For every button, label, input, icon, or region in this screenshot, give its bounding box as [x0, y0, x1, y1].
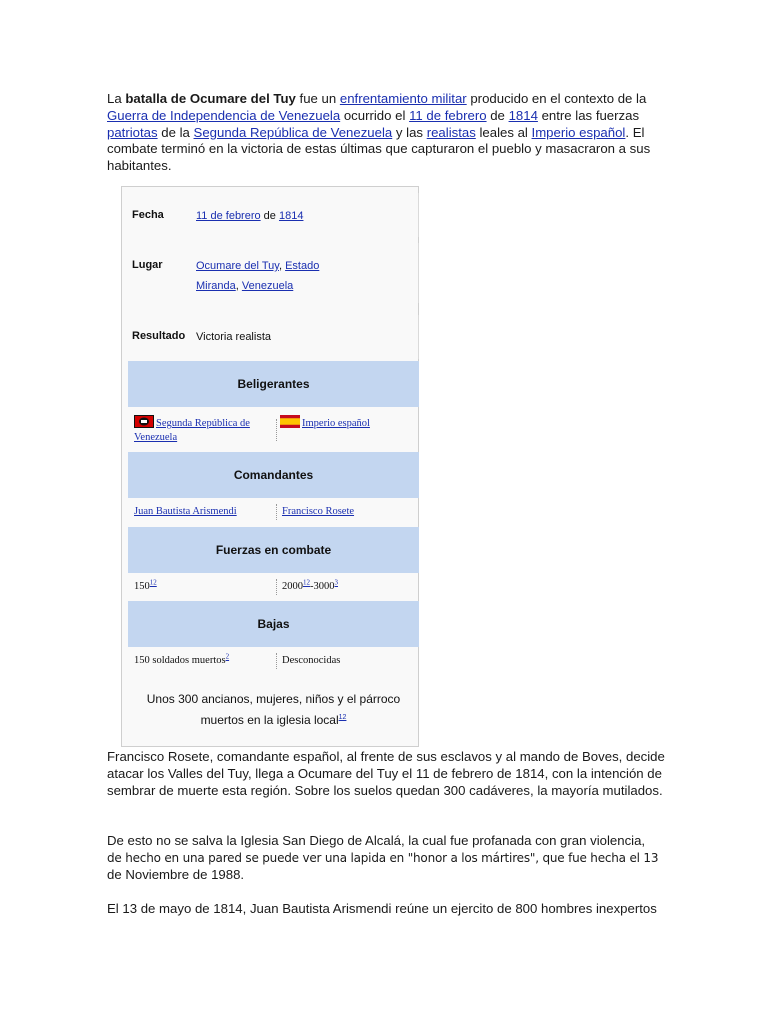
row-border: [418, 315, 419, 359]
article-subject: batalla de Ocumare del Tuy: [125, 91, 296, 106]
link-beligerante-republica[interactable]: Segunda República de Venezuela: [134, 418, 250, 443]
intro-text: fue un: [295, 91, 340, 106]
intro-text: ocurrido el: [340, 107, 410, 123]
comandantes-header: Comandantes: [128, 452, 419, 498]
cell-divider: [276, 419, 277, 441]
flag-espana-icon: [280, 415, 300, 428]
infobox-row-resultado: [128, 315, 419, 359]
link-patriotas[interactable]: patriotas: [107, 124, 158, 140]
paragraph-line: De esto no se salva la Iglesia San Diego de Alcalá, la cual fue profanada con gran violencia,: [107, 833, 646, 848]
link-11-febrero[interactable]: 11 de febrero: [409, 107, 487, 123]
comandantes-row: [128, 500, 419, 524]
bajas-row: [128, 649, 419, 675]
battle-infobox: [121, 186, 419, 747]
fuerzas-row: [128, 575, 419, 599]
cell-divider: [276, 504, 277, 520]
fuerza-realista-min: 2000: [282, 581, 303, 592]
row-border: [418, 193, 419, 237]
fecha-connector: de: [260, 210, 279, 222]
link-comandante-rosete[interactable]: Francisco Rosete: [282, 506, 355, 517]
link-fecha-anio[interactable]: 1814: [278, 210, 304, 222]
bajas-realistas-value: Desconocidas: [282, 655, 341, 666]
fuerza-realista-max: 3000: [313, 581, 335, 592]
intro-text: de: [486, 107, 509, 123]
ref-link[interactable]: 12: [303, 578, 310, 587]
range-dash: -: [310, 581, 314, 592]
intro-text: . El combate terminó en la victoria de estas últimas que capturaron el pueblo y masacraron a sus habitantes.: [107, 124, 651, 174]
link-estado-miranda[interactable]: Estado: [285, 260, 320, 272]
resultado-label: Resultado: [132, 330, 186, 342]
cell-divider: [276, 653, 277, 669]
link-segunda-republica[interactable]: Segunda República de Venezuela: [193, 124, 393, 140]
beligerantes-row: [128, 409, 419, 451]
beligerantes-header: Beligerantes: [128, 361, 419, 407]
fuerza-patriota-value: 150: [134, 581, 150, 592]
bajas-civiles-text: muertos en la iglesia local: [200, 713, 339, 727]
ref-link[interactable]: 12: [338, 714, 347, 721]
bajas-civiles: [128, 689, 419, 731]
row-border: [418, 243, 419, 303]
link-imperio-espanol[interactable]: Imperio español: [531, 124, 626, 140]
beligerante-2-cell: [280, 415, 410, 431]
body-paragraph-2: [107, 833, 667, 883]
link-fecha-dia[interactable]: 11 de febrero: [196, 210, 261, 222]
paragraph-line: de Noviembre de 1988.: [107, 866, 245, 882]
beligerante-1-cell: [134, 415, 264, 445]
intro-text: producido en el contexto de la: [466, 91, 647, 106]
fecha-value: [196, 206, 336, 226]
bajas-civiles-line: Unos 300 ancianos, mujeres, niños y el párroco: [146, 692, 401, 706]
link-venezuela[interactable]: Venezuela: [241, 280, 294, 292]
fuerza-realista: [282, 578, 338, 592]
intro-text: de la: [157, 124, 194, 140]
bajas-patriotas-value: 150 soldados muertos: [134, 655, 226, 666]
fecha-label: Fecha: [132, 209, 164, 221]
cell-divider: [276, 579, 277, 595]
infobox-row-lugar: [128, 243, 419, 315]
link-enfrentamiento-militar[interactable]: enfrentamiento militar: [339, 91, 467, 106]
lugar-value: [196, 256, 336, 296]
bajas-civiles-line: [128, 710, 419, 731]
ref-link[interactable]: 12: [149, 578, 157, 587]
link-1814[interactable]: 1814: [508, 107, 538, 123]
lugar-separator: ,: [278, 260, 286, 272]
intro-text: La: [107, 91, 126, 106]
lugar-label: Lugar: [132, 259, 163, 271]
link-comandante-arismendi[interactable]: Juan Bautista Arismendi: [134, 506, 237, 517]
body-paragraph-3: El 13 de mayo de 1814, Juan Bautista Arismendi reúne un ejercito de 800 hombres inexpertos: [107, 901, 657, 916]
paragraph-line: de hecho en una pared se puede ver una lapida en "honor a los mártires", que fue hecha el 13: [107, 850, 659, 865]
infobox-row-fecha: [128, 187, 419, 239]
ref-link[interactable]: 2: [225, 652, 230, 661]
link-guerra-independencia[interactable]: Guerra de Independencia de Venezuela: [107, 107, 341, 123]
ref-link[interactable]: 3: [334, 578, 338, 587]
intro-text: leales al: [475, 124, 532, 140]
bajas-patriotas: [134, 652, 230, 666]
link-estado-miranda[interactable]: Miranda: [196, 280, 236, 292]
body-paragraph-1: Francisco Rosete, comandante español, al frente de sus esclavos y al mando de Boves, decide atacar los Valles del Tuy, llega a Ocumare del Tuy el 11 de febrero de 1814, con la intención de sembrar de muerte esta región. Sobre los suelos quedan 300 cadáveres, la mayoría mutilados.: [107, 749, 665, 798]
intro-text: y las: [392, 124, 427, 140]
intro-text: entre las fuerzas: [537, 107, 640, 123]
link-ocumare[interactable]: Ocumare del Tuy: [196, 260, 279, 272]
intro-paragraph: [107, 91, 667, 175]
link-beligerante-espana[interactable]: Imperio español: [302, 418, 370, 429]
link-realistas[interactable]: realistas: [426, 124, 476, 140]
lugar-separator: ,: [235, 280, 242, 292]
bajas-header: Bajas: [128, 601, 419, 647]
flag-republica-icon: [134, 415, 154, 428]
fuerzas-header: Fuerzas en combate: [128, 527, 419, 573]
resultado-value: Victoria realista: [196, 331, 271, 343]
fuerza-patriota: [134, 578, 157, 592]
